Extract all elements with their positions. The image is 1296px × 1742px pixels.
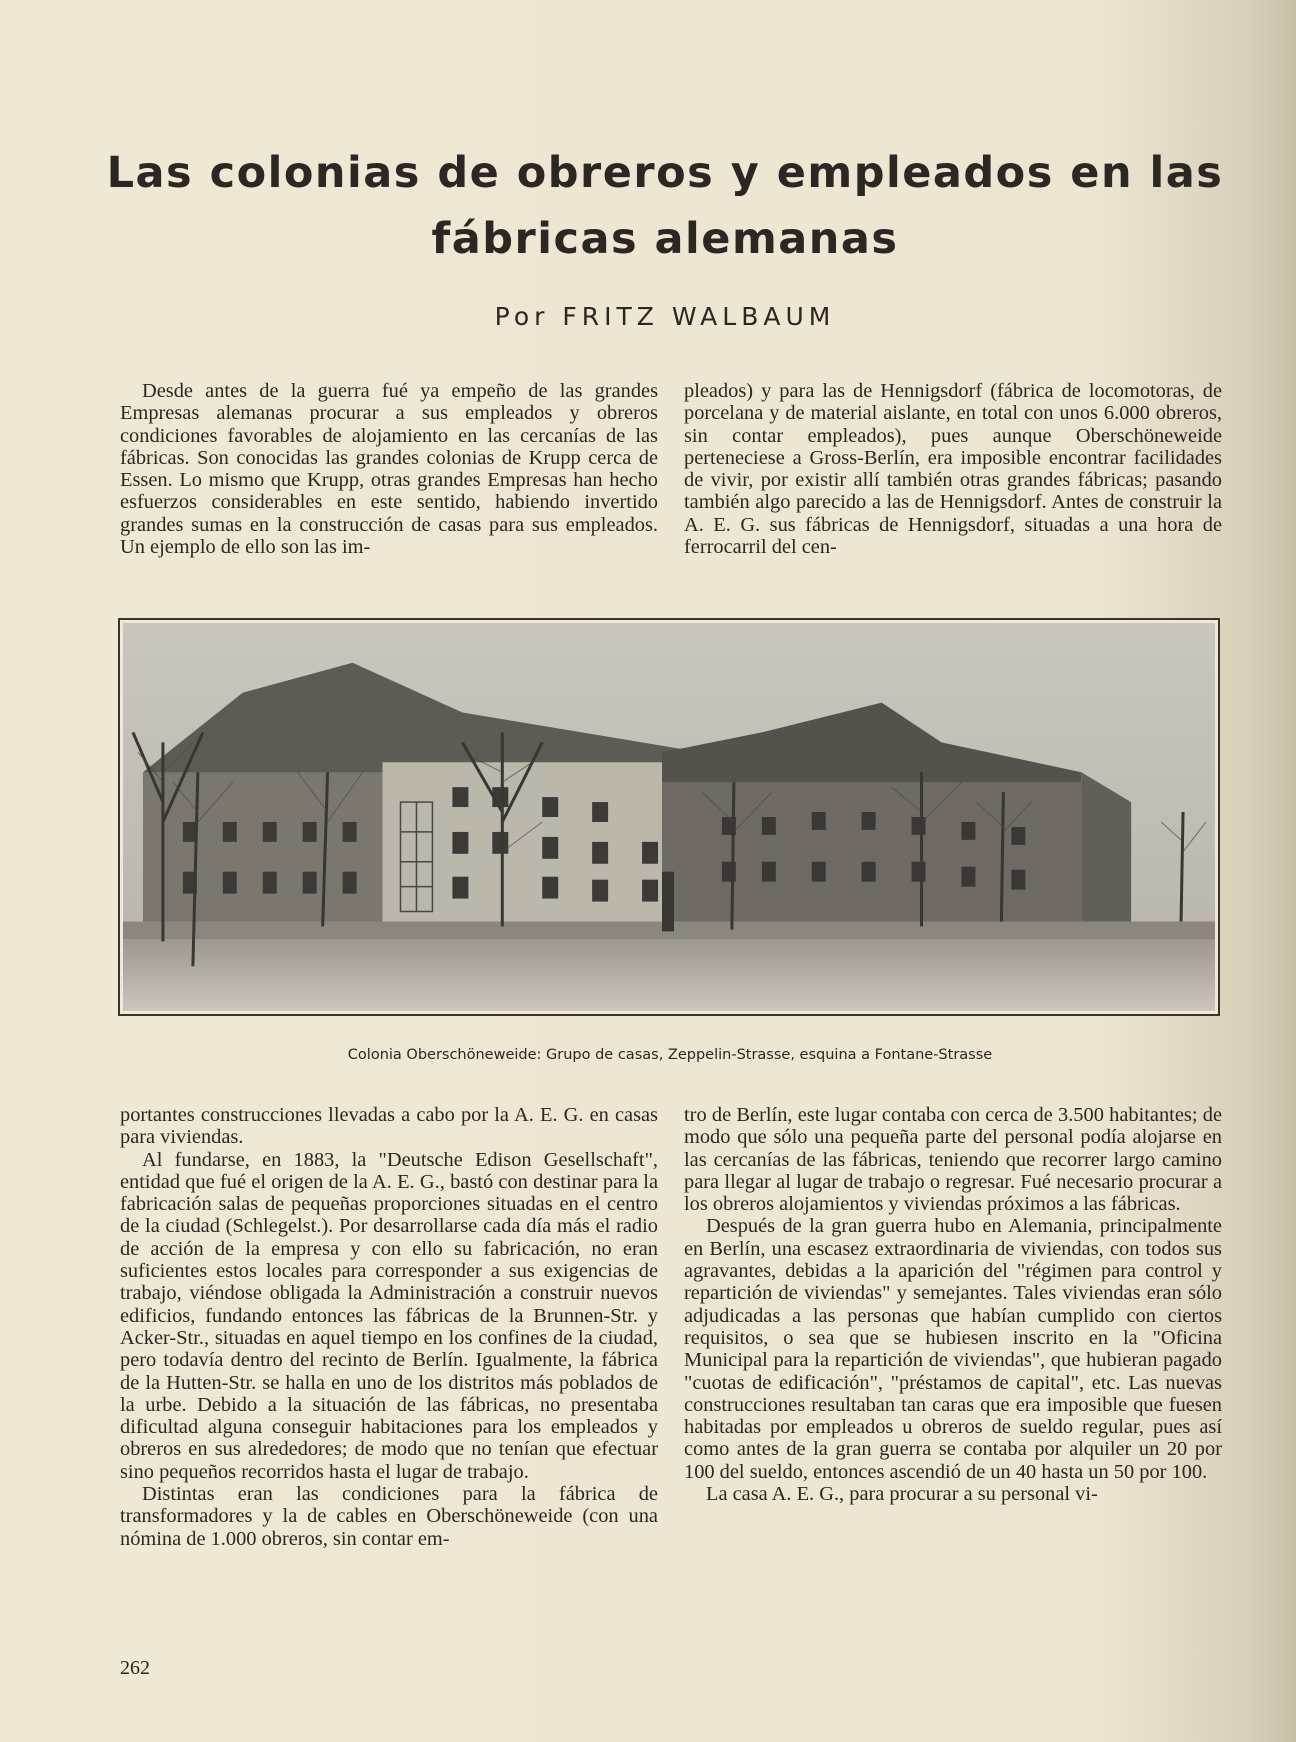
figure-caption: Colonia Oberschöneweide: Grupo de casas, Zeppelin-Strasse, esquina a Fontane-Strasse bbox=[347, 1047, 993, 1063]
text-column-2 bbox=[684, 380, 1222, 558]
paragraph: Después de la gran guerra hubo en Alemania, principalmente en Berlín, una escasez extraordinaria de viviendas, con todos sus agravantes, debidas a la aparición del "régimen para control y repartición de viviendas" y semejantes. Tales viviendas eran sólo adjudicadas a las personas que habían cumplido con ciertos requisitos, o sea que se hubiesen inscrito en la "Oficina Municipal para la repartición de viviendas", que hubieran pagado "cuotas de edificación", "préstamos de capital", etc. Las nuevas construcciones resultaban tan caras que era imposible que fuesen habitadas por empleados u obreros de sueldo regular, pues así como antes de la gran guerra se contaba por alquiler un 20 por 100 del sueldo, entonces ascendió de un 40 hasta un 50 por 100. bbox=[684, 1215, 1222, 1483]
figure-photo bbox=[118, 618, 1220, 1016]
page-number: 262 bbox=[120, 1657, 150, 1679]
article-title bbox=[100, 140, 1230, 272]
building-photo bbox=[123, 623, 1215, 1011]
paragraph: Distintas eran las condiciones para la fábrica de transformadores y la de cables en Oberschöneweide (con una nómina de 1.000 obreros, sin contar em- bbox=[120, 1483, 658, 1550]
paragraph: Al fundarse, en 1883, la "Deutsche Edison Gesellschaft", entidad que fué el origen de la A. E. G., bastó con destinar para la fabricación salas de pequeñas proporciones situadas en el centro de la ciudad (Schlegelst.). Por desarrollarse cada día más el radio de acción de la empresa y con ello su fabricación, no eran suficientes estos locales para corresponder a sus exigencias de trabajo, viéndose obligada la Administración a construir nuevos edificios, fundando entonces las fábricas de la Brunnen-Str. y Acker-Str., situadas en aquel tiempo en los confines de la ciudad, pero todavía dentro del recinto de Berlín. Igualmente, la fábrica de la Hutten-Str. se halla en uno de los distritos más poblados de la urbe. Debido a la situación de las fábricas, no presentaba dificultad alguna conseguir habitaciones para los empleados y obreros en sus alrededores; de modo que no tenían que efectuar sino pequeños recorridos hasta el lugar de trabajo. bbox=[120, 1148, 658, 1483]
paragraph: Desde antes de la guerra fué ya empeño de las grandes Empresas alemanas procurar a sus empleados y obreros condiciones favorables de alojamiento en las cercanías de las fábricas. Son conocidas las grandes colonias de Krupp cerca de Essen. Lo mismo que Krupp, otras grandes Empresas han hecho esfuerzos considerables en este sentido, habiendo invertido grandes sumas en la construcción de casas para sus empleados. Un ejemplo de ello son las im- bbox=[120, 380, 658, 559]
paragraph: pleados) y para las de Hennigsdorf (fábrica de locomotoras, de porcelana y de material aislante, en total con unos 6.000 obreros, sin contar empleados), pues aunque Oberschöneweide perteneciese a Gross-Berlín, era imposible encontrar facilidades de vivir, por existir allí también otras grandes fábricas; pasando también algo parecido a las de Hennigsdorf. Antes de construir la A. E. G. sus fábricas de Hennigsdorf, situadas a una hora de ferrocarril del cen- bbox=[684, 380, 1222, 559]
article-author: Por FRITZ WALBAUM bbox=[494, 302, 836, 331]
title-line-1: Las colonias de obreros y empleados en las bbox=[106, 148, 1224, 198]
paragraph: La casa A. E. G., para procurar a su personal vi- bbox=[706, 1483, 1098, 1506]
text-column-1 bbox=[120, 380, 658, 558]
paragraph: tro de Berlín, este lugar contaba con cerca de 3.500 habitantes; de modo que sólo una pequeña parte del personal podía alojarse en las cercanías de las fábricas, teniendo que recorrer largo camino para llegar al lugar de trabajo o regresar. Fué necesario procurar a los obreros alojamientos y viviendas próximos a las fábricas. bbox=[684, 1104, 1222, 1216]
title-line-2: fábricas alemanas bbox=[431, 214, 899, 264]
paragraph: portantes construcciones llevadas a cabo por la A. E. G. en casas para viviendas. bbox=[120, 1104, 658, 1149]
text-column-3 bbox=[120, 1104, 658, 1550]
text-column-4 bbox=[684, 1104, 1222, 1505]
